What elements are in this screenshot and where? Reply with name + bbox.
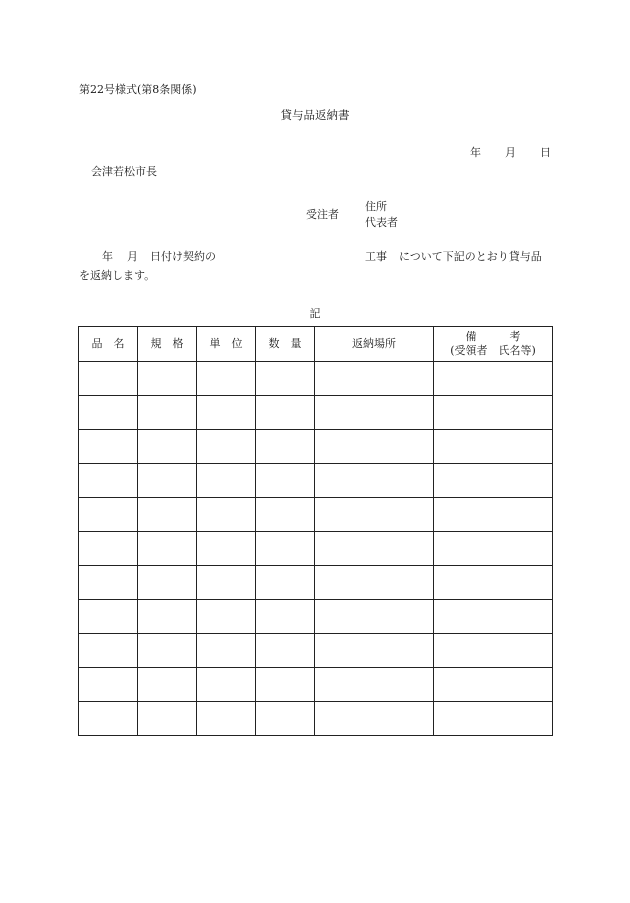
- table-cell: [434, 634, 553, 668]
- table-cell: [138, 396, 197, 430]
- table-cell: [315, 668, 434, 702]
- date-day-label: 日: [540, 146, 551, 159]
- body-month: 月: [127, 250, 138, 263]
- table-cell: [434, 668, 553, 702]
- table-cell: [79, 532, 138, 566]
- table-cell: [138, 532, 197, 566]
- table-row: [79, 668, 553, 702]
- table-cell: [79, 498, 138, 532]
- table-cell: [315, 464, 434, 498]
- body-year: 年: [102, 250, 113, 263]
- table-cell: [434, 532, 553, 566]
- header-remarks: [434, 327, 553, 362]
- table-cell: [138, 464, 197, 498]
- table-cell: [315, 396, 434, 430]
- table-cell: [256, 362, 315, 396]
- table-cell: [315, 532, 434, 566]
- table-cell: [138, 668, 197, 702]
- table-cell: [256, 498, 315, 532]
- header-item-name: 品 名: [79, 327, 138, 362]
- table-cell: [138, 362, 197, 396]
- body-text-line2: を返納します。: [79, 269, 156, 282]
- table-row: [79, 464, 553, 498]
- table-body: [79, 362, 553, 736]
- table-cell: [197, 600, 256, 634]
- header-remarks-line2: (受領者 氏名等): [450, 344, 536, 357]
- table-row: [79, 600, 553, 634]
- table-cell: [256, 532, 315, 566]
- table-row: [79, 634, 553, 668]
- date-month-label: 月: [505, 146, 516, 159]
- table-cell: [197, 668, 256, 702]
- date-year-label: 年: [470, 146, 481, 159]
- table-cell: [138, 634, 197, 668]
- body-work: 工事: [365, 250, 387, 263]
- table-cell: [434, 600, 553, 634]
- table-cell: [197, 498, 256, 532]
- table-row: [79, 498, 553, 532]
- table-cell: [315, 430, 434, 464]
- table-cell: [256, 600, 315, 634]
- table-cell: [138, 566, 197, 600]
- table-cell: [138, 430, 197, 464]
- table-row: [79, 702, 553, 736]
- table-cell: [315, 600, 434, 634]
- date-line: [470, 144, 551, 160]
- table-cell: [79, 430, 138, 464]
- ki-label: 記: [309, 307, 321, 320]
- table-header-row: [79, 327, 553, 362]
- table-cell: [434, 566, 553, 600]
- table-cell: [79, 668, 138, 702]
- table-cell: [197, 702, 256, 736]
- table-cell: [197, 566, 256, 600]
- table-cell: [197, 634, 256, 668]
- table-cell: [79, 396, 138, 430]
- body-contract-suffix: 日付け契約の: [150, 250, 216, 263]
- table-row: [79, 396, 553, 430]
- representative-label: 代表者: [365, 216, 398, 229]
- table-row: [79, 566, 553, 600]
- table-cell: [315, 566, 434, 600]
- table-cell: [197, 430, 256, 464]
- table-cell: [315, 498, 434, 532]
- header-spec: 規 格: [138, 327, 197, 362]
- table-cell: [79, 566, 138, 600]
- table-cell: [256, 464, 315, 498]
- table-cell: [138, 600, 197, 634]
- table-cell: [315, 634, 434, 668]
- table-cell: [197, 464, 256, 498]
- table-cell: [256, 668, 315, 702]
- table-cell: [256, 634, 315, 668]
- header-unit: 単 位: [197, 327, 256, 362]
- header-return-place: 返納場所: [315, 327, 434, 362]
- table-cell: [315, 362, 434, 396]
- table-cell: [256, 430, 315, 464]
- table-cell: [434, 702, 553, 736]
- table-row: [79, 532, 553, 566]
- body-text-tail: について下記のとおり貸与品: [399, 250, 542, 263]
- table-cell: [315, 702, 434, 736]
- header-quantity: 数 量: [256, 327, 315, 362]
- document-title: 貸与品返納書: [280, 108, 350, 122]
- header-remarks-line1: 備 考: [465, 330, 521, 343]
- table-cell: [79, 464, 138, 498]
- table-cell: [434, 464, 553, 498]
- table-cell: [197, 362, 256, 396]
- recipient: 会津若松市長: [91, 165, 157, 178]
- table-cell: [138, 702, 197, 736]
- table-cell: [79, 362, 138, 396]
- contractor-label: 受注者: [306, 208, 339, 221]
- table-cell: [434, 396, 553, 430]
- table-cell: [256, 702, 315, 736]
- form-number: 第22号様式(第8条関係): [79, 83, 197, 96]
- table-cell: [79, 634, 138, 668]
- table-cell: [256, 566, 315, 600]
- table-cell: [197, 532, 256, 566]
- table-cell: [434, 498, 553, 532]
- table-cell: [79, 702, 138, 736]
- table-cell: [434, 430, 553, 464]
- table-cell: [256, 396, 315, 430]
- table-cell: [138, 498, 197, 532]
- table-cell: [434, 362, 553, 396]
- items-table: [78, 326, 553, 736]
- table-row: [79, 430, 553, 464]
- table-cell: [197, 396, 256, 430]
- table-row: [79, 362, 553, 396]
- table-cell: [79, 600, 138, 634]
- address-label: 住所: [365, 200, 387, 213]
